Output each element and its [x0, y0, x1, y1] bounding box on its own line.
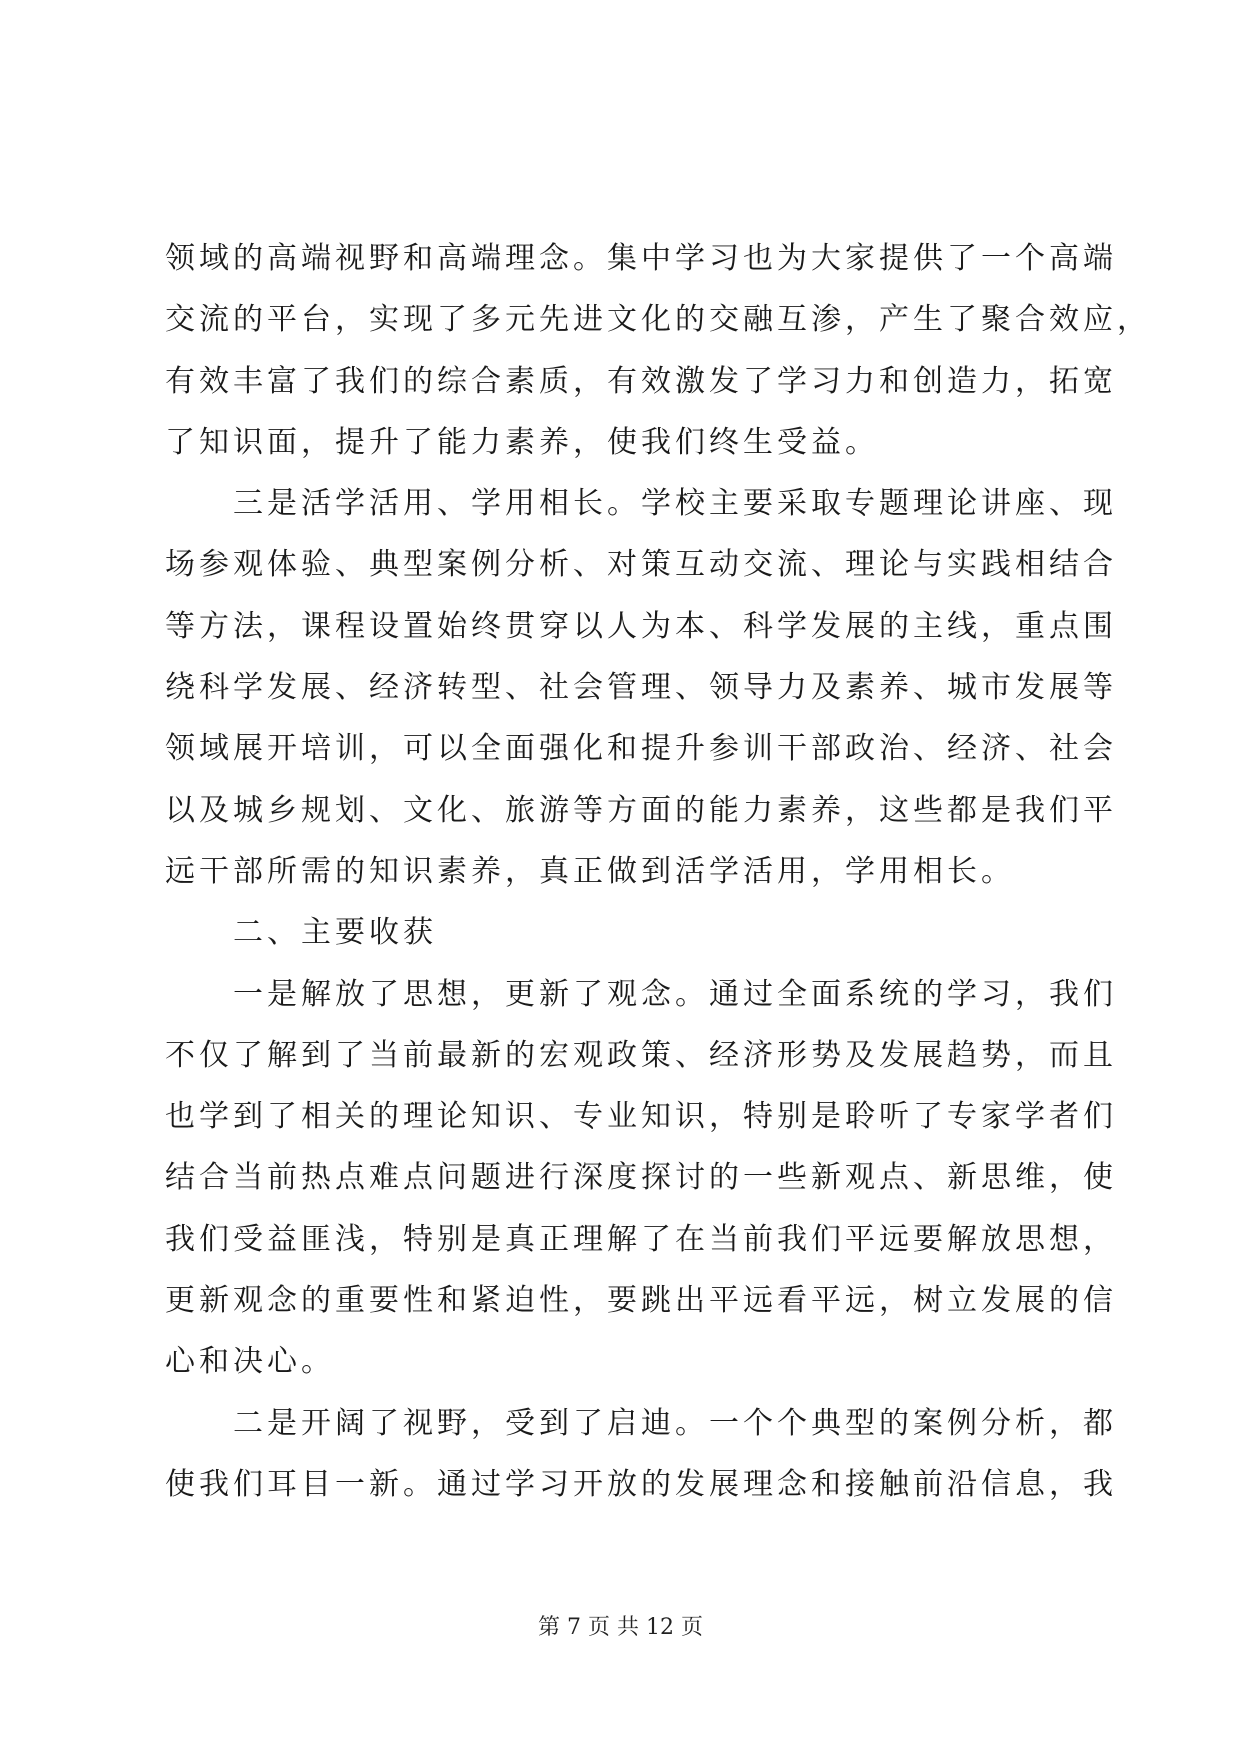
- text-line: 领域的高端视野和高端理念。集中学习也为大家提供了一个高端: [165, 241, 1117, 276]
- text-line: 交流的平台，实现了多元先进文化的交融互渗，产生了聚合效应，: [165, 302, 1151, 338]
- text-line: 有效丰富了我们的综合素质，有效激发了学习力和创造力，拓宽: [165, 363, 1117, 399]
- text-line: 结合当前热点难点问题进行深度探讨的一些新观点、新思维，使: [165, 1160, 1117, 1196]
- text-line: 使我们耳目一新。通过学习开放的发展理念和接触前沿信息，我: [165, 1466, 1117, 1502]
- text-line: 也学到了相关的理论知识、专业知识，特别是聆听了专家学者们: [165, 1099, 1117, 1135]
- text-line: 心和决心。: [165, 1344, 335, 1380]
- page-number-footer: 第 7 页 共 12 页: [538, 1615, 703, 1640]
- text-line: 不仅了解到了当前最新的宏观政策、经济形势及发展趋势，而且: [165, 1037, 1117, 1073]
- text-line: 更新观念的重要性和紧迫性，要跳出平远看平远，树立发展的信: [165, 1283, 1117, 1319]
- text-line: 远干部所需的知识素养，真正做到活学活用，学用相长。: [165, 853, 1015, 889]
- text-line: 二是开阔了视野，受到了启迪。一个个典型的案例分析，都: [165, 1405, 1117, 1441]
- text-line: 绕科学发展、经济转型、社会管理、领导力及素养、城市发展等: [165, 670, 1117, 706]
- text-line: 我们受益匪浅，特别是真正理解了在当前我们平远要解放思想，: [165, 1221, 1117, 1257]
- text-line: 三是活学活用、学用相长。学校主要采取专题理论讲座、现: [165, 486, 1117, 522]
- text-line: 以及城乡规划、文化、旅游等方面的能力素养，这些都是我们平: [165, 792, 1117, 828]
- document-body: [165, 228, 1151, 1515]
- text-line: 等方法，课程设置始终贯穿以人为本、科学发展的主线，重点围: [165, 608, 1117, 644]
- text-line: 了知识面，提升了能力素养，使我们终生受益。: [165, 424, 879, 460]
- section-heading: 二、主要收获: [165, 915, 437, 951]
- text-line: 场参观体验、典型案例分析、对策互动交流、理论与实践相结合: [165, 547, 1117, 583]
- text-line: 领域展开培训，可以全面强化和提升参训干部政治、经济、社会: [165, 731, 1117, 767]
- text-line: 一是解放了思想，更新了观念。通过全面系统的学习，我们: [165, 976, 1117, 1012]
